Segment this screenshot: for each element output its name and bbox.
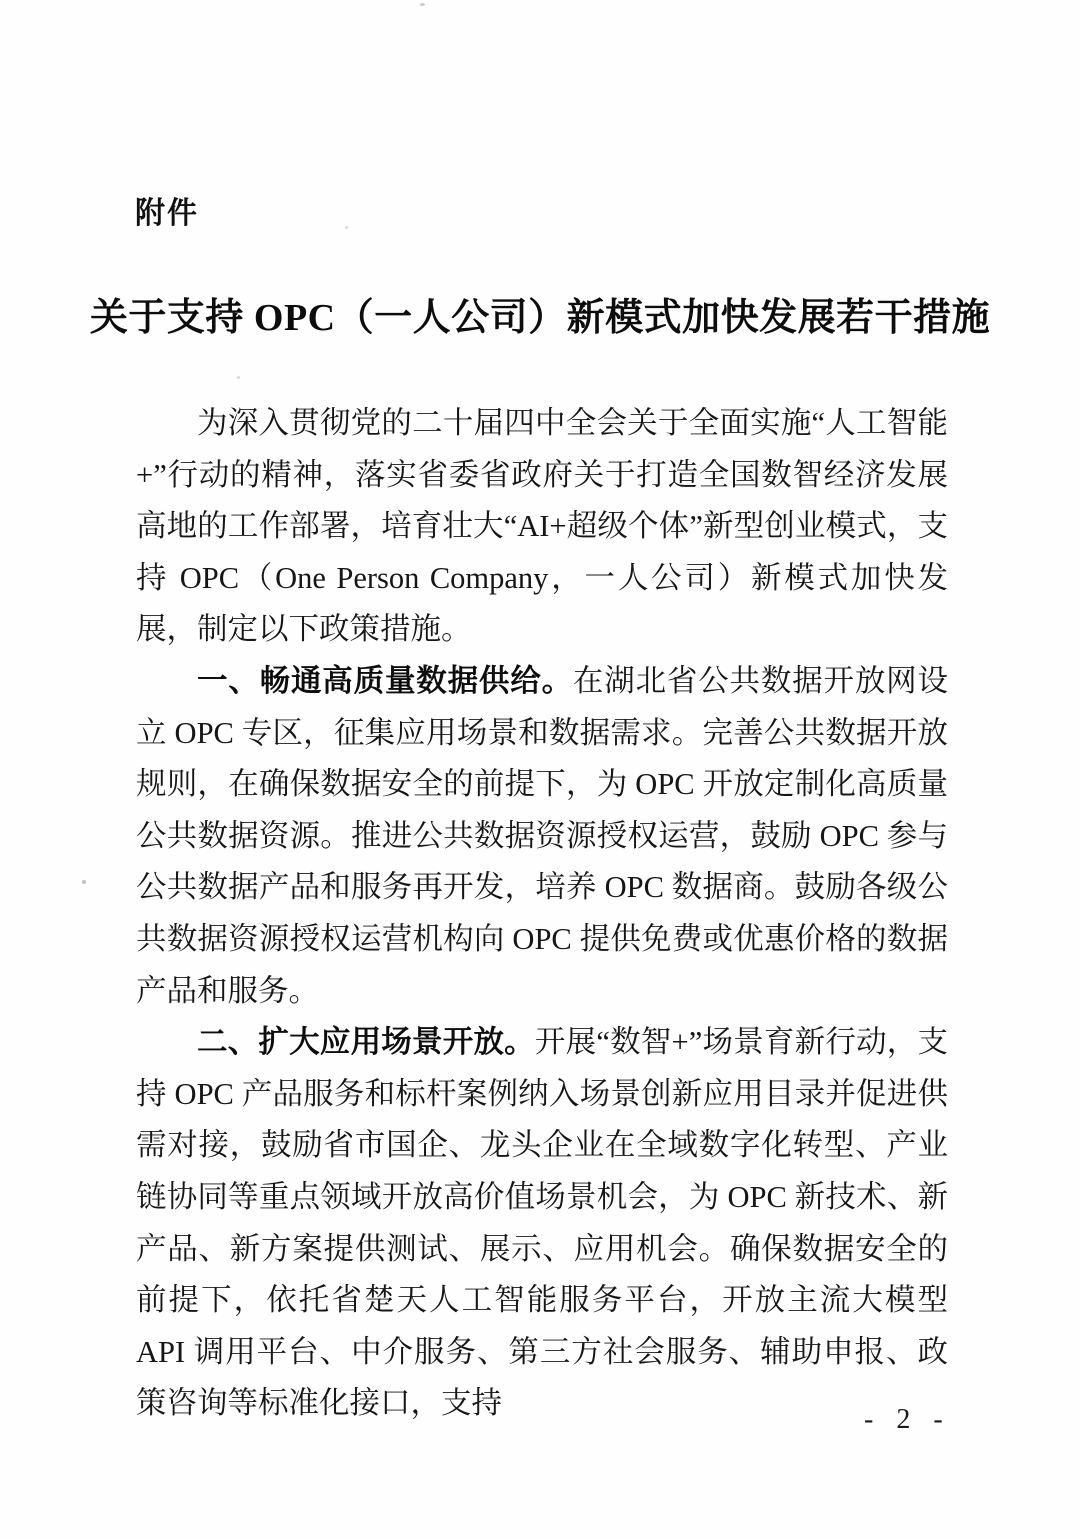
scan-speck bbox=[82, 880, 86, 884]
document-body bbox=[136, 398, 948, 1430]
page-number: - 2 - bbox=[864, 1404, 951, 1435]
section-2-heading: 二、扩大应用场景开放。 bbox=[197, 1025, 535, 1060]
scan-speck bbox=[345, 226, 348, 229]
paragraph-intro-text: 为深入贯彻党的二十届四中全会关于全面实施“人工智能+”行动的精神，落实省委省政府关于打造全国数智经济发展高地的工作部署，培育壮大“AI+超级个体”新型创业模式，支持 OPC（One Person Company，一人公司）新模式加快发展，制定以下政策措施。 bbox=[136, 406, 948, 647]
scan-speck bbox=[237, 376, 240, 379]
scan-speck bbox=[420, 3, 425, 6]
paragraph-intro bbox=[136, 398, 948, 656]
attachment-label: 附件 bbox=[135, 197, 199, 230]
section-1-text: 在湖北省公共数据开放网设立 OPC 专区，征集应用场景和数据需求。完善公共数据开放规则，在确保数据安全的前提下，为 OPC 开放定制化高质量公共数据资源。推进公共数据资源授权运营，鼓励 OPC 参与公共数据产品和服务再开发，培养 OPC 数据商。鼓励各级公共数据资源授权运营机构向 OPC 提供免费或优惠价格的数据产品和服务。 bbox=[136, 663, 949, 1008]
document-title: 关于支持 OPC（一人公司）新模式加快发展若干措施 bbox=[89, 297, 991, 339]
paragraph-section-2 bbox=[136, 1017, 948, 1430]
section-2-text: 开展“数智+”场景育新行动，支持 OPC 产品服务和标杆案例纳入场景创新应用目录并促进供需对接，鼓励省市国企、龙头企业在全域数字化转型、产业链协同等重点领域开放高价值场景机会，为 OPC 新技术、新产品、新方案提供测试、展示、应用机会。确保数据安全的前提下，依托省楚天人工智能服务平台，开放主流大模型 API 调用平台、中介服务、第三方社会服务、辅助申报、政策咨询等标准化接口，支持 bbox=[136, 1025, 949, 1421]
section-1-heading: 一、畅通高质量数据供给。 bbox=[197, 663, 573, 698]
paragraph-section-1 bbox=[136, 656, 948, 1017]
